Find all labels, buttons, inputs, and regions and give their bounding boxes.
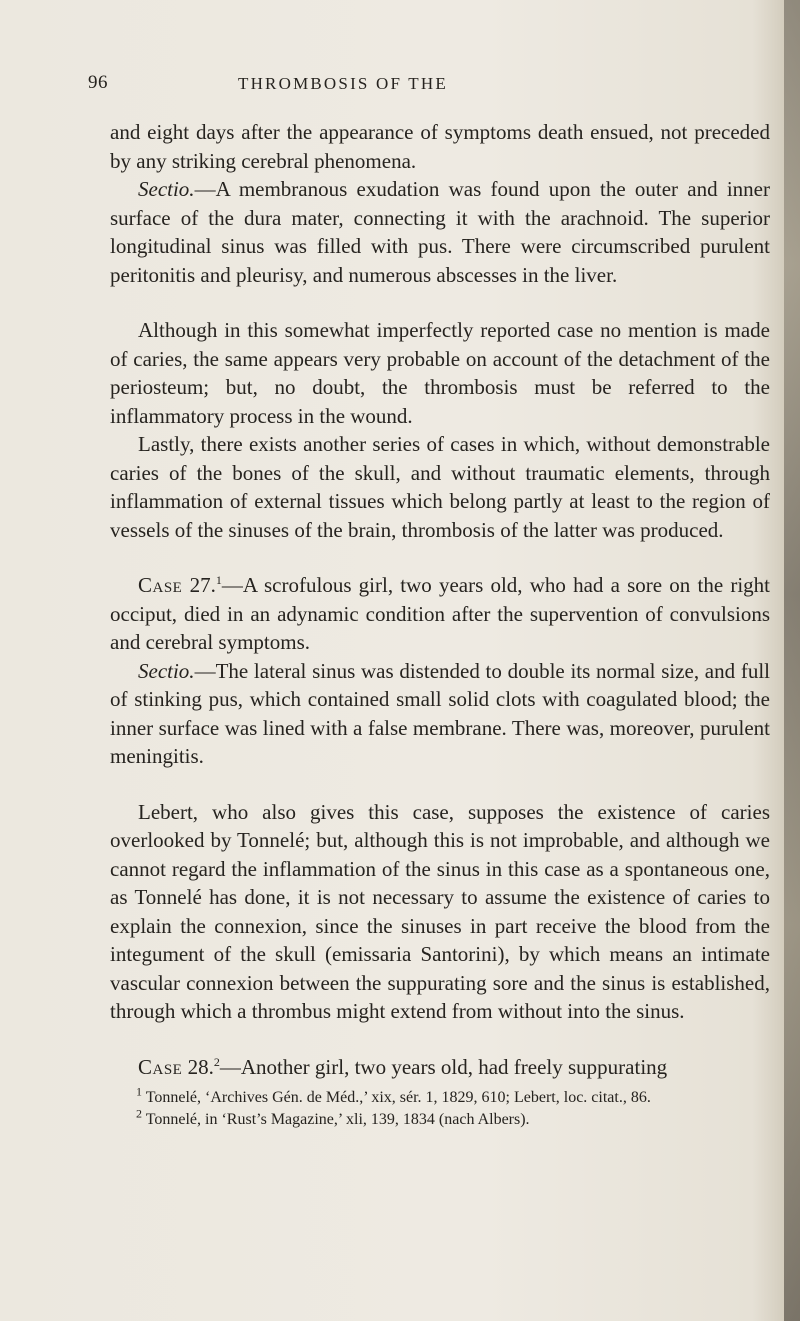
paragraph-case-28: Case 28.$^2$—Another girl, two years old, had freely suppurating xyxy=(138,1054,668,1079)
running-title: THROMBOSIS OF THE xyxy=(238,74,448,93)
footnote-ref: 1 xyxy=(215,573,222,587)
paragraph-gap xyxy=(110,544,770,571)
footnote: $^2$ Tonnelé, in ‘Rust’s Magazine,’ xli, 139, 1834 (nach Albers). xyxy=(136,1106,530,1128)
paragraph-discussion-1: Although in this somewhat imperfectly reported case no mention is made of caries, the same appears very probable on account of the detachment of the periosteum; but, no doubt, the thrombosis must be referred to the inflammatory process in the wound. xyxy=(110,318,770,428)
paragraph-sectio-2: Sectio.—The lateral sinus was distended to double its normal size, and full of stinking pus, which contained small solid clots with coagulated blood; the inner surface was lined with a false membrane. There was, moreover, purulent meningitis. xyxy=(110,658,770,768)
paragraph-gap xyxy=(110,1026,770,1053)
footnote-marker: 1 xyxy=(136,1084,142,1099)
body-text xyxy=(110,118,770,1131)
paragraph-case-27: Case 27.$^1$—A scrofulous girl, two years old, who had a sore on the right occiput, died in an adynamic condition after the supervention of convulsions and cerebral symptoms. xyxy=(110,573,770,654)
case-label: Case xyxy=(138,573,183,597)
case-number: 28. xyxy=(187,1054,214,1079)
page-edge-shadow xyxy=(784,0,800,1321)
footnote-marker: 2 xyxy=(136,1106,142,1121)
footnote: $^1$ Tonnelé, ‘Archives Gén. de Méd.,’ xix, sér. 1, 1829, 610; Lebert, loc. citat., 86. xyxy=(136,1084,651,1106)
paragraph-sectio-1: Sectio.—A membranous exudation was found upon the outer and inner surface of the dura mater, connecting it with the arachnoid. The superior longitudinal sinus was filled with pus. There were circumscribed purulent peritonitis and pleurisy, and numerous abscesses in the liver. xyxy=(110,177,770,287)
paragraph-gap xyxy=(110,289,770,316)
footnotes xyxy=(110,1084,770,1131)
sectio-label: Sectio. xyxy=(138,177,195,201)
page-header xyxy=(0,72,800,102)
paragraph-lebert: Lebert, who also gives this case, supposes the existence of caries overlooked by Tonnelé; but, although this is not improbable, and although we cannot regard the inflammation of the sinus in this case as a spontaneous one, as Tonnelé has done, it is not necessary to assume the existence of caries to explain the connexion, since the sinuses in part receive the blood from the integument of the skull (emissaria Santorini), by which means an intimate vascular connexion between the suppurating sore and the sinus is established, through which a thrombus might extend from without into the sinus. xyxy=(110,799,770,1023)
paragraph-continuation: and eight days after the appearance of symptoms death ensued, not preceded by any striking cerebral phenomena. xyxy=(110,120,770,173)
case-label: Case xyxy=(138,1054,183,1079)
paragraph-discussion-2: Lastly, there exists another series of cases in which, without demonstrable caries of the bones of the skull, and without traumatic elements, through inflammation of external tissues which belong partly at least to the region of vessels of the sinuses of the brain, thrombosis of the latter was produced. xyxy=(110,432,770,542)
paragraph-gap xyxy=(110,771,770,798)
page-number: 96 xyxy=(88,72,108,93)
sectio-label: Sectio. xyxy=(138,658,195,683)
case-number: 27. xyxy=(189,573,216,597)
footnote-ref: 2 xyxy=(213,1054,220,1069)
